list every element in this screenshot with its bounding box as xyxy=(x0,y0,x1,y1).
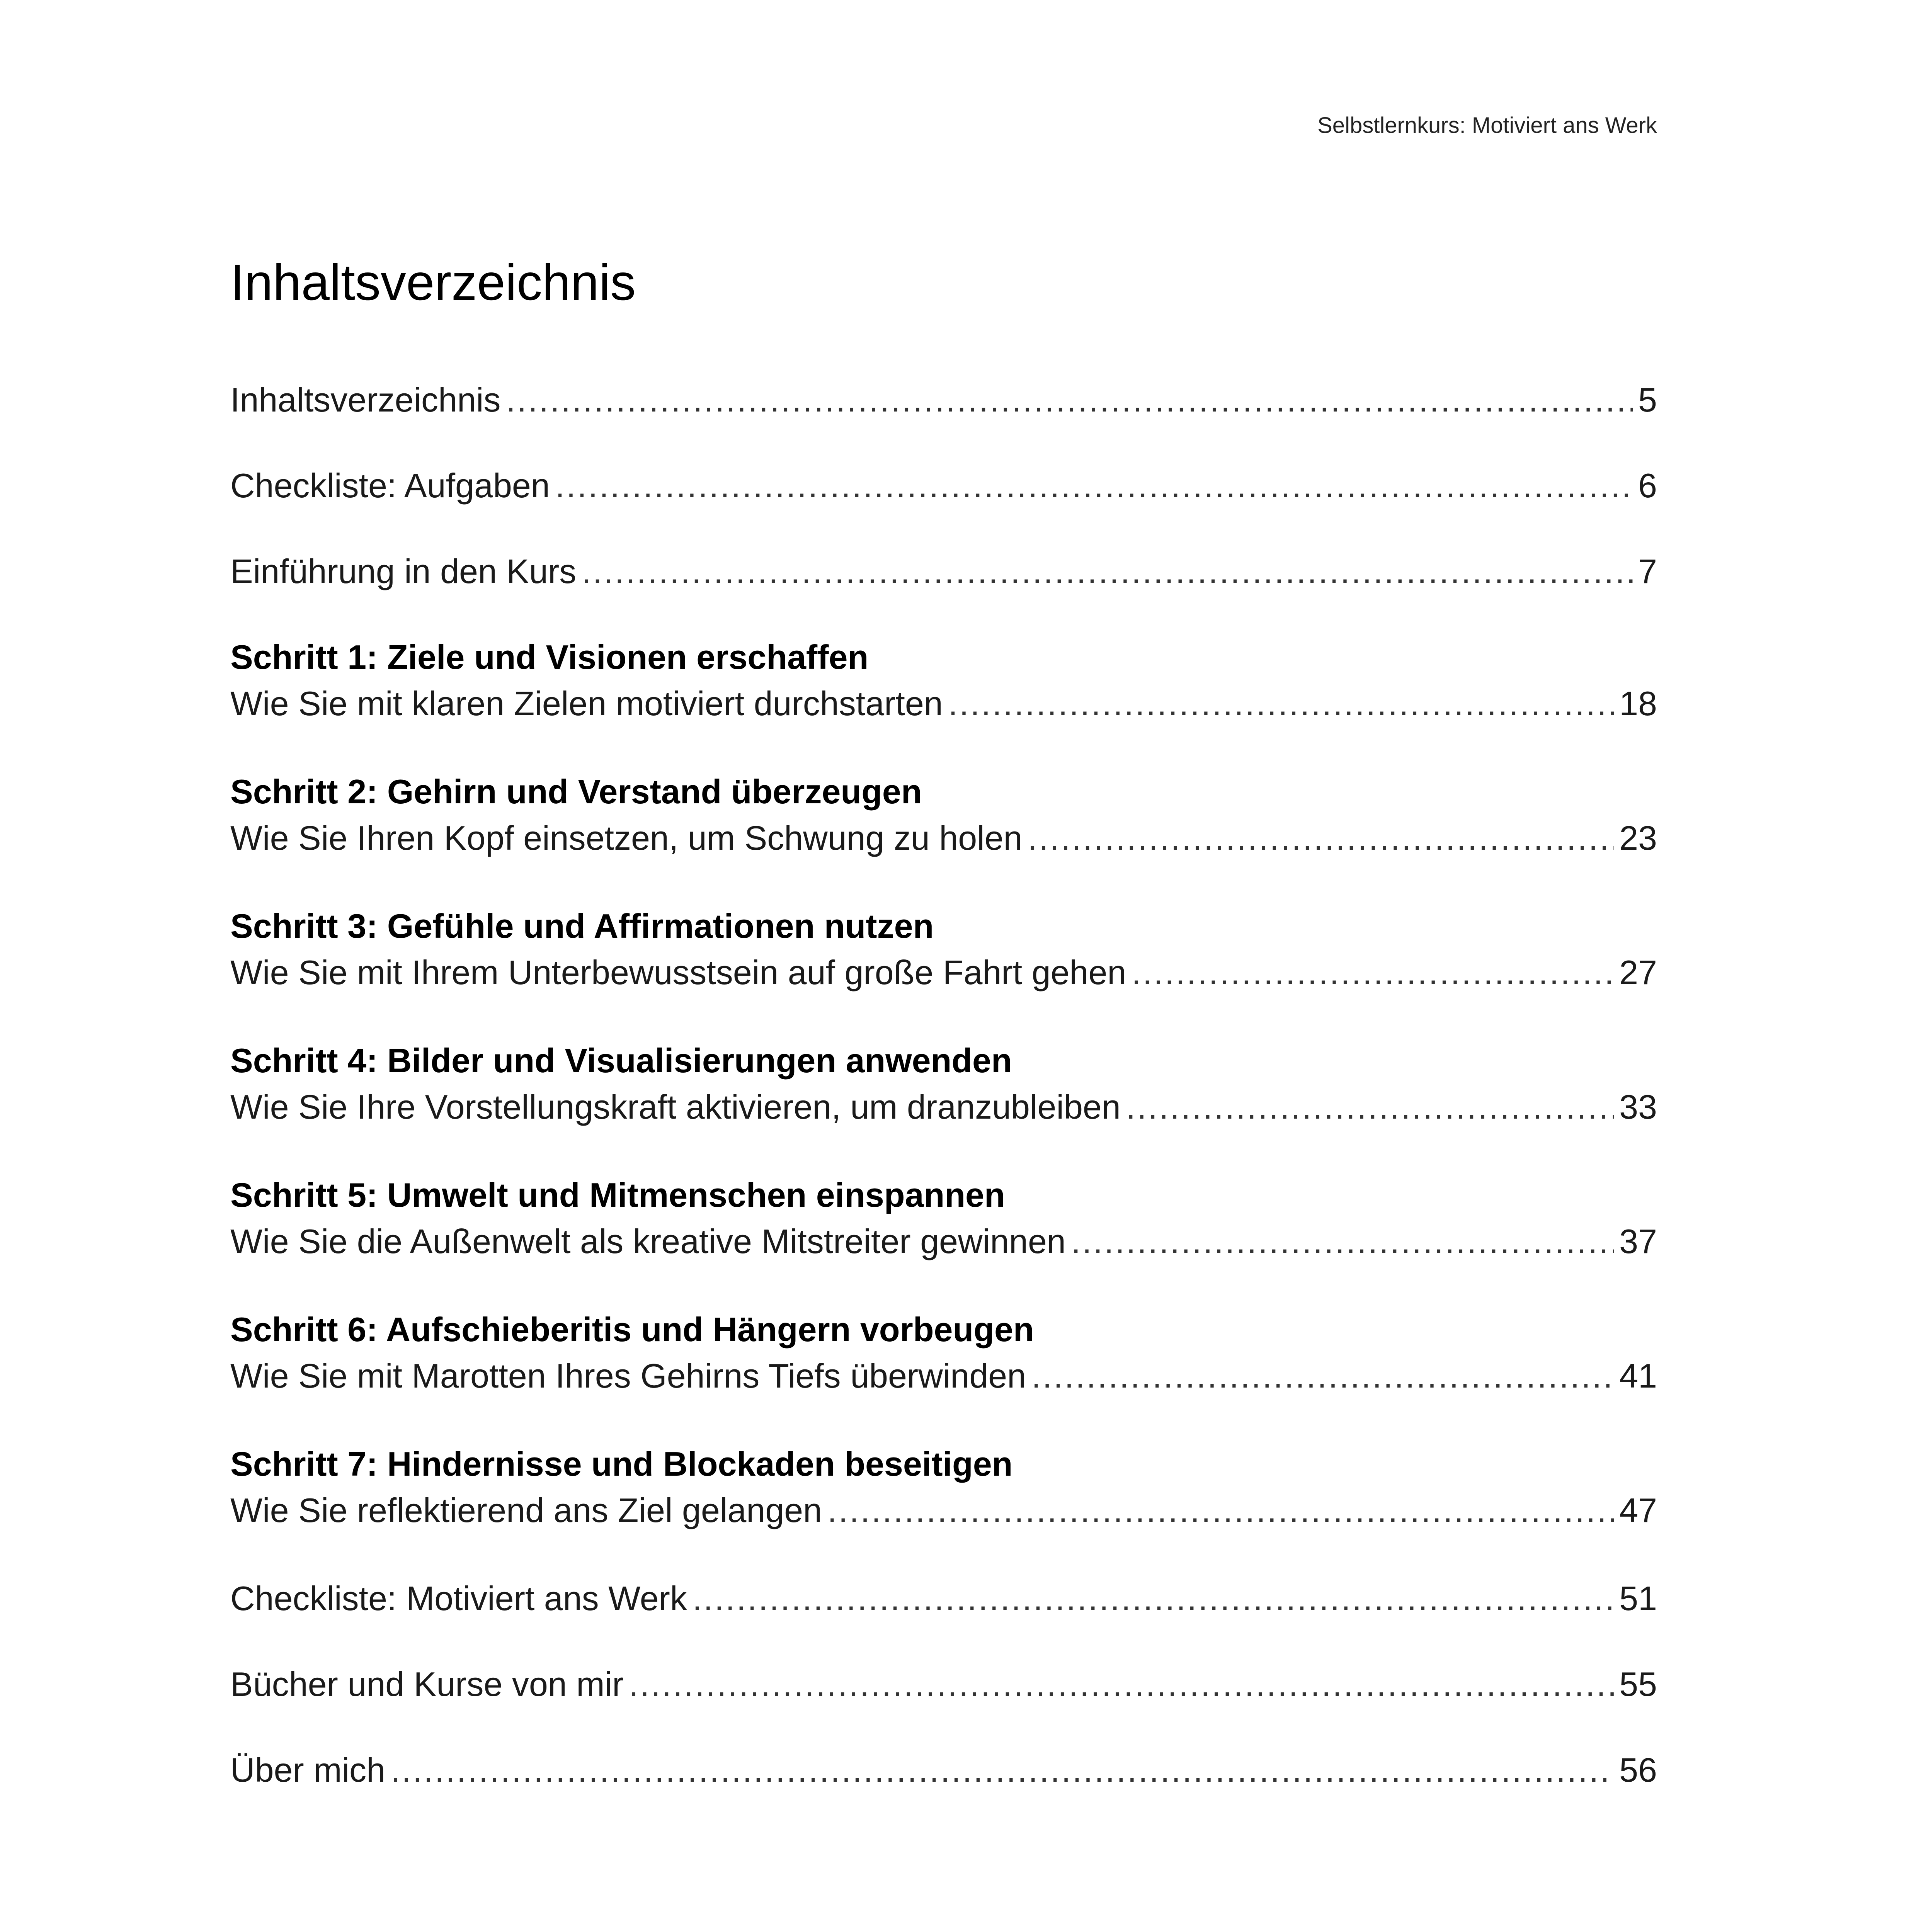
dot-leader xyxy=(555,463,1633,509)
toc-entry-inhaltsverzeichnis[interactable] xyxy=(230,377,1657,423)
toc-page-number: 6 xyxy=(1638,466,1657,505)
toc-section-heading: Schritt 2: Gehirn und Verstand überzeugen xyxy=(230,772,922,811)
toc-entry-label: Einführung in den Kurs xyxy=(230,552,577,590)
toc-entry-checkliste-aufgaben[interactable] xyxy=(230,463,1657,509)
toc-page-number: 33 xyxy=(1619,1088,1657,1126)
toc-page-number: 41 xyxy=(1619,1357,1657,1395)
toc-entry-label: Wie Sie reflektierend ans Ziel gelangen xyxy=(230,1491,822,1529)
toc-section-heading: Schritt 6: Aufschieberitis und Hängern vorbeugen xyxy=(230,1310,1034,1349)
toc-entry-checkliste-motiviert[interactable] xyxy=(230,1575,1657,1622)
toc-section-heading: Schritt 5: Umwelt und Mitmenschen einspannen xyxy=(230,1176,1005,1214)
toc-entry-schritt-4[interactable] xyxy=(230,1037,1657,1130)
toc-entry-label: Inhaltsverzeichnis xyxy=(230,381,501,419)
toc-entry-label: Wie Sie mit Marotten Ihres Gehirns Tiefs überwinden xyxy=(230,1357,1026,1395)
toc-entry-label: Checkliste: Motiviert ans Werk xyxy=(230,1579,687,1617)
running-header: Selbstlernkurs: Motiviert ans Werk xyxy=(1317,113,1657,138)
toc-page-number: 18 xyxy=(1619,684,1657,723)
dot-leader xyxy=(693,1575,1614,1622)
toc-section-heading: Schritt 3: Gefühle und Affirmationen nutzen xyxy=(230,907,934,945)
toc-entry-label: Wie Sie mit Ihrem Unterbewusstsein auf große Fahrt gehen xyxy=(230,953,1126,992)
table-of-contents xyxy=(230,377,1657,1793)
toc-section-heading: Schritt 7: Hindernisse und Blockaden beseitigen xyxy=(230,1445,1013,1483)
dot-leader xyxy=(1126,1084,1614,1130)
dot-leader xyxy=(1028,815,1614,861)
toc-entry-schritt-2[interactable] xyxy=(230,769,1657,861)
toc-entry-einfuehrung[interactable] xyxy=(230,548,1657,595)
toc-page-number: 55 xyxy=(1619,1665,1657,1703)
toc-page-number: 37 xyxy=(1619,1222,1657,1260)
dot-leader xyxy=(1132,949,1614,996)
toc-entry-schritt-6[interactable] xyxy=(230,1306,1657,1399)
dot-leader xyxy=(629,1661,1614,1708)
toc-page-number: 47 xyxy=(1619,1491,1657,1529)
toc-page-number: 7 xyxy=(1638,552,1657,590)
dot-leader xyxy=(948,680,1614,727)
toc-page-number: 5 xyxy=(1638,381,1657,419)
toc-entry-schritt-3[interactable] xyxy=(230,903,1657,996)
toc-entry-ueber-mich[interactable] xyxy=(230,1747,1657,1793)
toc-page-number: 56 xyxy=(1619,1751,1657,1789)
toc-entry-label: Über mich xyxy=(230,1751,385,1789)
toc-page-number: 27 xyxy=(1619,953,1657,992)
toc-entry-schritt-7[interactable] xyxy=(230,1441,1657,1534)
dot-leader xyxy=(827,1487,1614,1534)
toc-entry-schritt-1[interactable] xyxy=(230,634,1657,727)
toc-page-number: 51 xyxy=(1619,1579,1657,1617)
toc-entry-schritt-5[interactable] xyxy=(230,1172,1657,1265)
toc-entry-label: Checkliste: Aufgaben xyxy=(230,466,550,505)
toc-title: Inhaltsverzeichnis xyxy=(230,254,636,311)
toc-entry-label: Wie Sie Ihren Kopf einsetzen, um Schwung zu holen xyxy=(230,819,1023,857)
toc-section-heading: Schritt 4: Bilder und Visualisierungen anwenden xyxy=(230,1041,1012,1080)
dot-leader xyxy=(391,1747,1614,1793)
dot-leader xyxy=(1031,1353,1614,1399)
toc-section-heading: Schritt 1: Ziele und Visionen erschaffen xyxy=(230,638,869,676)
toc-page-number: 23 xyxy=(1619,819,1657,857)
dot-leader xyxy=(582,548,1633,595)
dot-leader xyxy=(506,377,1633,423)
toc-entry-label: Wie Sie Ihre Vorstellungskraft aktivieren, um dranzubleiben xyxy=(230,1088,1121,1126)
toc-entry-label: Bücher und Kurse von mir xyxy=(230,1665,624,1703)
toc-entry-label: Wie Sie die Außenwelt als kreative Mitstreiter gewinnen xyxy=(230,1222,1066,1260)
toc-entry-buecher-kurse[interactable] xyxy=(230,1661,1657,1708)
toc-entry-label: Wie Sie mit klaren Zielen motiviert durchstarten xyxy=(230,684,943,723)
dot-leader xyxy=(1071,1218,1614,1265)
